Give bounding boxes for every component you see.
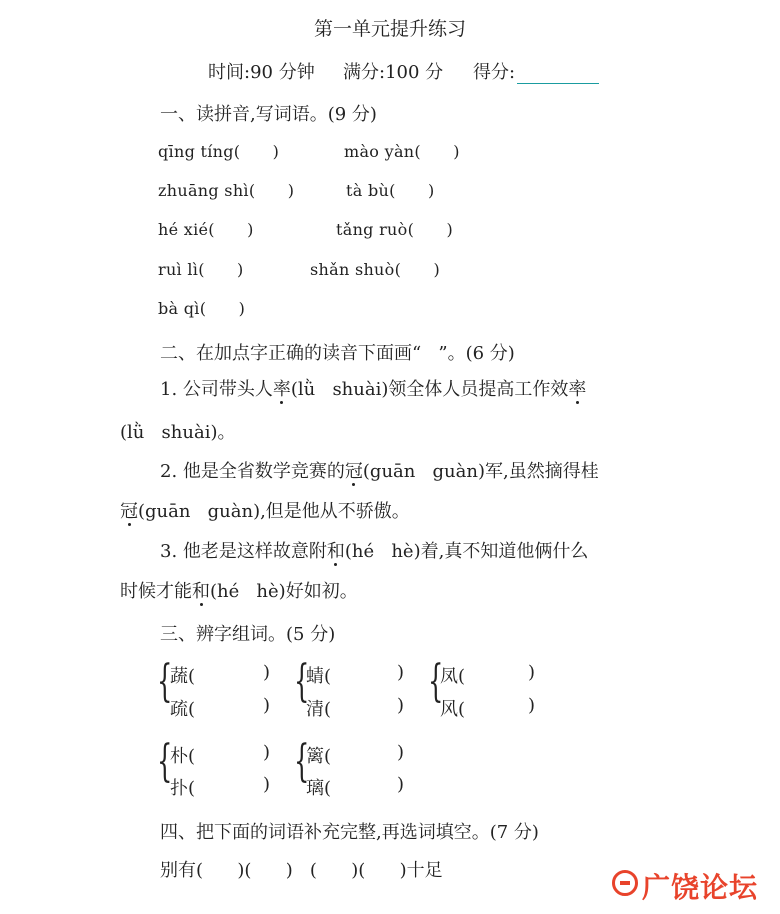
section-3-heading: 三、辨字组词。(5 分) [160, 624, 336, 645]
section-1-heading: 一、读拼音,写词语。(9 分) [160, 104, 377, 125]
close-paren: ) [397, 662, 405, 683]
dotted-char: 冠 [120, 501, 138, 522]
brace-icon: { [294, 656, 310, 707]
close-paren: ) [263, 742, 271, 763]
char-pair-top: 蔬( [170, 666, 196, 687]
pinyin-item: tǎng ruò( ) [336, 220, 453, 239]
char-pair-top: 篱( [306, 746, 332, 767]
pinyin-item: hé xié( ) [158, 220, 254, 239]
question-text: (guān guàn),但是他从不骄傲。 [138, 501, 410, 522]
question-2-line-1 [160, 457, 599, 483]
full-score: 满分:100 分 [343, 62, 444, 83]
char-pair-top: 朴( [170, 746, 196, 767]
question-text: (guān guàn)军,虽然摘得桂 [362, 461, 599, 482]
dotted-char: 率 [568, 379, 587, 400]
pinyin-item: ruì lì( ) [158, 260, 244, 279]
char-pair-bottom: 清( [306, 699, 332, 720]
question-text: (hé hè)好如初。 [210, 581, 358, 602]
question-3-line-2 [120, 577, 358, 603]
char-pair-bottom: 扑( [170, 778, 196, 799]
question-text: 时候才能 [120, 581, 192, 602]
question-3-line-1 [160, 537, 588, 563]
score-label: 得分: [473, 62, 516, 83]
question-text: (lǜ shuài)领全体人员提高工作效 [290, 379, 569, 400]
brace-icon: { [294, 736, 310, 787]
time-limit: 时间:90 分钟 [208, 62, 315, 83]
score-blank[interactable] [517, 65, 599, 84]
question-text: 2. 他是全省数学竞赛的 [160, 461, 345, 482]
forum-logo-icon [612, 870, 638, 896]
question-2-line-2 [120, 497, 410, 523]
pinyin-item: shǎn shuò( ) [310, 260, 440, 279]
idiom-fill-line: 别有( )( ) ( )( )十足 [160, 860, 443, 881]
char-pair-bottom: 璃( [306, 778, 332, 799]
question-text: (hé hè)着,真不知道他俩什么 [344, 541, 589, 562]
close-paren: ) [397, 774, 405, 795]
brace-icon: { [428, 656, 444, 707]
brace-icon: { [157, 736, 173, 787]
char-pair-top: 蜻( [306, 666, 332, 687]
pinyin-item: zhuāng shì( ) [158, 181, 295, 200]
dotted-char: 率 [272, 379, 291, 400]
close-paren: ) [263, 695, 271, 716]
score-field [473, 58, 599, 84]
section-2-heading: 二、在加点字正确的读音下面画“ ”。(6 分) [160, 343, 515, 364]
close-paren: ) [528, 662, 536, 683]
char-pair-bottom: 疏( [170, 699, 196, 720]
page-title: 第一单元提升练习 [313, 18, 466, 40]
dotted-char: 冠 [344, 461, 363, 482]
pinyin-item: bà qì( ) [158, 299, 246, 318]
pinyin-item: qīng tíng( ) [158, 142, 280, 161]
dotted-char: 和 [192, 581, 210, 602]
close-paren: ) [263, 774, 271, 795]
pinyin-item: mào yàn( ) [344, 142, 460, 161]
close-paren: ) [263, 662, 271, 683]
brace-icon: { [157, 656, 173, 707]
close-paren: ) [528, 695, 536, 716]
char-pair-bottom: 风( [440, 699, 466, 720]
close-paren: ) [397, 695, 405, 716]
close-paren: ) [397, 742, 405, 763]
pinyin-item: tà bù( ) [346, 181, 435, 200]
section-4-heading: 四、把下面的词语补充完整,再选词填空。(7 分) [160, 822, 539, 843]
question-1-line-1 [160, 375, 586, 401]
char-pair-top: 凤( [440, 666, 466, 687]
question-text: 3. 他老是这样故意附 [160, 541, 327, 562]
watermark-text: 广饶论坛 [642, 871, 759, 904]
question-text: 1. 公司带头人 [160, 379, 273, 400]
question-1-line-2: (lǜ shuài)。 [120, 422, 236, 443]
dotted-char: 和 [326, 541, 345, 562]
